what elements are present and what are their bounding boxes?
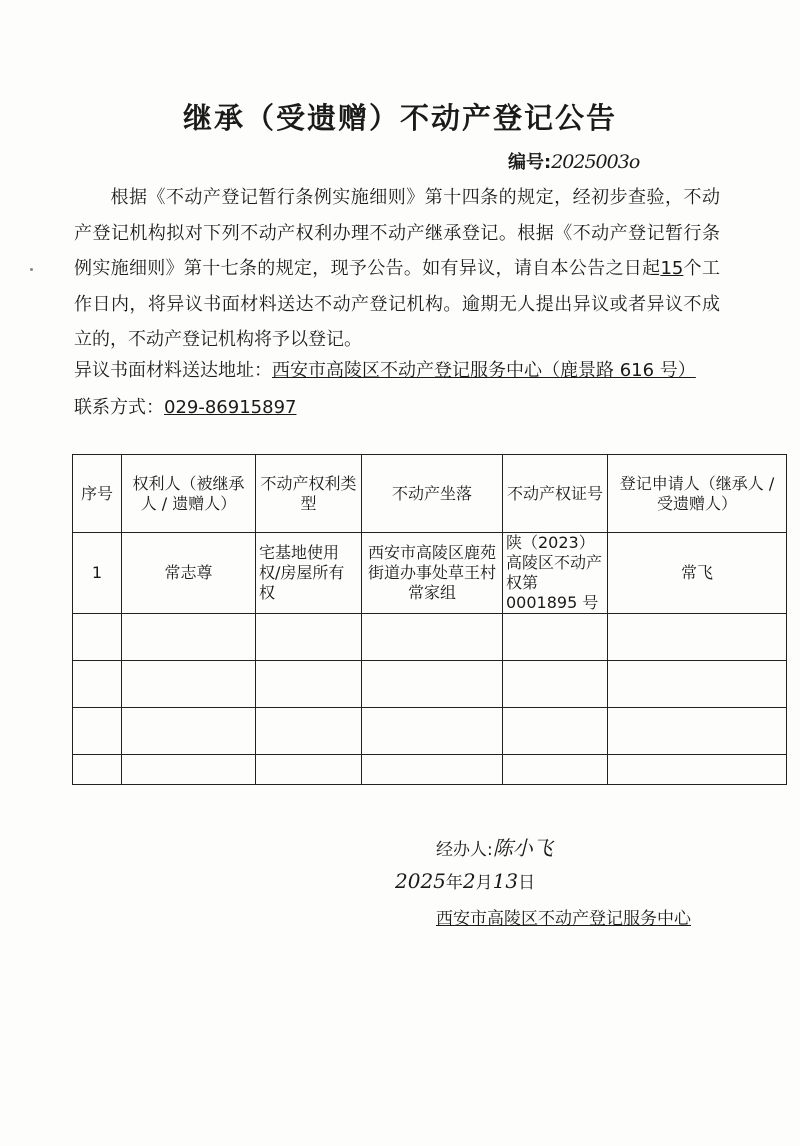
- cell-right-type: [256, 614, 362, 661]
- header-right-type: 不动产权利类型: [256, 455, 362, 533]
- cell-certificate-no: [503, 614, 608, 661]
- date-day-unit: 日: [518, 873, 536, 893]
- cell-certificate-no: [503, 708, 608, 755]
- cell-obligee: [122, 755, 256, 785]
- cell-right-type: [256, 755, 362, 785]
- serial-value: 2025003o: [551, 151, 640, 173]
- cell-obligee: [122, 614, 256, 661]
- date-month: 2: [462, 869, 476, 893]
- table-row: [73, 533, 787, 614]
- serial-label: 编号:: [508, 152, 552, 173]
- cell-obligee: 常志尊: [122, 533, 256, 614]
- cell-right-type: [256, 708, 362, 755]
- contact-value: 029-86915897: [164, 397, 297, 418]
- cell-location: [362, 708, 503, 755]
- cell-applicant: [608, 614, 787, 661]
- cell-index: [73, 614, 122, 661]
- table-row: [73, 661, 787, 708]
- table-row: [73, 708, 787, 755]
- cell-index: [73, 708, 122, 755]
- header-index: 序号: [73, 455, 122, 533]
- cell-right-type: 宅基地使用权/房屋所有权: [256, 533, 362, 614]
- contact-label: 联系方式：: [74, 397, 164, 418]
- date-year-unit: 年: [445, 873, 463, 893]
- cell-applicant: 常飞: [608, 533, 787, 614]
- contact-line: [74, 393, 296, 419]
- cell-right-type: [256, 661, 362, 708]
- objection-address: [74, 356, 696, 382]
- table-header-row: [73, 455, 787, 533]
- cell-location: [362, 661, 503, 708]
- cell-index: 1: [73, 533, 122, 614]
- cell-location: 西安市高陵区鹿苑街道办事处草王村常家组: [362, 533, 503, 614]
- page-title: 继承（受遗赠）不动产登记公告: [182, 101, 617, 135]
- objection-address-label: 异议书面材料送达地址：: [74, 360, 272, 381]
- header-obligee: 权利人（被继承人 / 遗赠人）: [122, 455, 256, 533]
- cell-certificate-no: 陕（2023）高陵区不动产权第0001895 号: [503, 533, 608, 614]
- cell-location: [362, 614, 503, 661]
- scan-speck: [30, 268, 33, 271]
- table-row: [73, 755, 787, 785]
- serial-number: [508, 148, 639, 174]
- cell-applicant: [608, 755, 787, 785]
- body-text-1: 根据《不动产登记暂行条例实施细则》第十四条的规定，经初步查验，不动产登记机构拟对下列不动产权利办理不动产继承登记。根据《不动产登记暂行条例实施细则》第十七条的规定，现予公告。如有异议，请自本公告之日起: [74, 187, 720, 279]
- header-applicant: 登记申请人（继承人 / 受遗赠人）: [608, 455, 787, 533]
- date-day: 13: [492, 869, 519, 893]
- cell-index: [73, 661, 122, 708]
- handler-label: 经办人:: [436, 840, 493, 860]
- header-certificate-no: 不动产权证号: [503, 455, 608, 533]
- date-year: 2025: [395, 869, 446, 893]
- handler-signature: 陈小飞: [492, 836, 553, 860]
- cell-obligee: [122, 661, 256, 708]
- sign-date: [395, 868, 535, 893]
- announcement-body: [74, 180, 720, 358]
- cell-index: [73, 755, 122, 785]
- objection-address-value: 西安市高陵区不动产登记服务中心（鹿景路 616 号）: [272, 360, 696, 381]
- handler-line: [436, 832, 553, 861]
- cell-obligee: [122, 708, 256, 755]
- cell-certificate-no: [503, 661, 608, 708]
- header-location: 不动产坐落: [362, 455, 503, 533]
- cell-applicant: [608, 708, 787, 755]
- issuing-organization: 西安市高陵区不动产登记服务中心: [436, 909, 691, 929]
- body-days: 15: [660, 258, 684, 279]
- table-row: [73, 614, 787, 661]
- cell-location: [362, 755, 503, 785]
- body-text-2: 个工作日内，将异议书面材料送达不动产登记机构。逾期无人提出异议或者异议不成立的，不动产登记机构将予以登记。: [74, 258, 720, 350]
- date-month-unit: 月: [475, 873, 493, 893]
- registration-table: [72, 454, 787, 785]
- cell-certificate-no: [503, 755, 608, 785]
- cell-applicant: [608, 661, 787, 708]
